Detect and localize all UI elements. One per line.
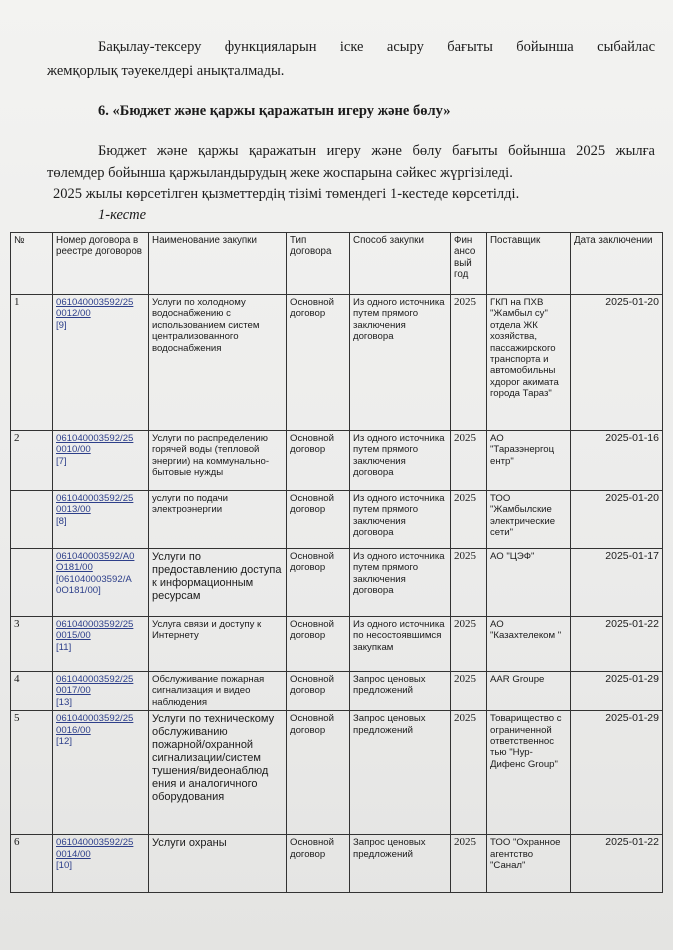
contract-date: 2025-01-16 <box>571 431 663 491</box>
table-row <box>11 617 663 672</box>
header-financial-year: Фин ансо вый год <box>451 233 487 295</box>
contract-ref: [13] <box>56 696 73 708</box>
table-row <box>11 835 663 893</box>
purchase-method: Из одного источника путем прямого заключения договора <box>350 431 451 491</box>
contract-link[interactable]: 061040003592/25 0012/00 <box>56 297 134 320</box>
contract-link[interactable]: 061040003592/25 0010/00 <box>56 433 134 456</box>
supplier: AAR Groupe <box>487 672 571 711</box>
table-row <box>11 491 663 549</box>
contract-link[interactable]: 061040003592/25 0014/00 <box>56 837 134 860</box>
financial-year: 2025 <box>451 835 487 893</box>
contract-type: Основной договор <box>287 672 350 711</box>
row-number <box>11 491 53 549</box>
table-header-row <box>11 233 663 295</box>
table-row <box>11 672 663 711</box>
contract-cell <box>53 617 149 672</box>
financial-year: 2025 <box>451 617 487 672</box>
row-number <box>11 549 53 617</box>
row-number: 1 <box>11 295 53 431</box>
contract-type: Основной договор <box>287 617 350 672</box>
contract-type: Основной договор <box>287 549 350 617</box>
contract-type: Основной договор <box>287 491 350 549</box>
purchase-name: Услуги охраны <box>149 835 287 893</box>
section-heading: 6. «Бюджет және қаржы қаражатын игеру және бөлу» <box>98 103 451 119</box>
paragraph-2-line-3: 2025 жылы көрсетілген қызметтердің тізімі төмендегі 1-кестеде көрсетілді. <box>53 186 520 202</box>
table-row <box>11 295 663 431</box>
purchase-name: Услуги по распределению горячей воды (тепловой энергии) на коммунально-бытовые нужды <box>149 431 287 491</box>
table-caption: 1-кесте <box>98 207 147 223</box>
contract-date: 2025-01-17 <box>571 549 663 617</box>
contract-date: 2025-01-29 <box>571 672 663 711</box>
contract-link[interactable]: 061040003592/А0 О181/00 <box>56 551 135 574</box>
row-number: 4 <box>11 672 53 711</box>
contract-ref: [9] <box>56 319 67 331</box>
contracts-table <box>10 232 663 893</box>
supplier: АО "Казахтелеком " <box>487 617 571 672</box>
contract-cell <box>53 491 149 549</box>
purchase-method: Из одного источника путем прямого заключения договора <box>350 295 451 431</box>
contract-ref: [11] <box>56 641 72 653</box>
contract-date: 2025-01-20 <box>571 295 663 431</box>
financial-year: 2025 <box>451 672 487 711</box>
contract-date: 2025-01-20 <box>571 491 663 549</box>
paragraph-1-line-1: Бақылау-тексеру функцияларын іске асыру бағыты бойынша сыбайлас <box>98 39 655 55</box>
contract-ref: [7] <box>56 455 67 467</box>
header-purchase-name: Наименование закупки <box>149 233 287 295</box>
row-number: 2 <box>11 431 53 491</box>
contract-cell <box>53 672 149 711</box>
purchase-method: Запрос ценовых предложений <box>350 711 451 835</box>
contract-link[interactable]: 061040003592/25 0017/00 <box>56 674 134 697</box>
contract-link[interactable]: 061040003592/25 0015/00 <box>56 619 134 642</box>
contract-type: Основной договор <box>287 711 350 835</box>
purchase-name: Услуги по холодному водоснабжению с использованием систем централизованного водоснабжения <box>149 295 287 431</box>
header-contract-type: Тип договора <box>287 233 350 295</box>
contract-ref: [10] <box>56 860 73 872</box>
row-number: 3 <box>11 617 53 672</box>
contract-date: 2025-01-22 <box>571 835 663 893</box>
supplier: АО "ЦЭФ" <box>487 549 571 617</box>
header-supplier: Поставщик <box>487 233 571 295</box>
financial-year: 2025 <box>451 711 487 835</box>
contract-type: Основной договор <box>287 835 350 893</box>
contract-cell <box>53 295 149 431</box>
contract-date: 2025-01-22 <box>571 617 663 672</box>
contract-cell <box>53 549 149 617</box>
supplier: ТОО "Жамбылские электрические сети" <box>487 491 571 549</box>
contract-ref: [12] <box>56 736 73 748</box>
contract-cell <box>53 835 149 893</box>
contract-link[interactable]: 061040003592/25 0013/00 <box>56 493 134 516</box>
purchase-method: Запрос ценовых предложений <box>350 672 451 711</box>
header-number: № <box>11 233 53 295</box>
supplier: Товарищество с ограниченной ответственнос тью "Нур-Дифенс Group" <box>487 711 571 835</box>
financial-year: 2025 <box>451 549 487 617</box>
purchase-name: Услуга связи и доступу к Интернету <box>149 617 287 672</box>
purchase-method: Из одного источника путем прямого заключения договора <box>350 549 451 617</box>
paragraph-1-line-2: жемқорлық тәуекелдері анықталмады. <box>47 63 285 79</box>
contract-date: 2025-01-29 <box>571 711 663 835</box>
contract-type: Основной договор <box>287 431 350 491</box>
purchase-method: Запрос ценовых предложений <box>350 835 451 893</box>
header-date: Дата заключении <box>571 233 663 295</box>
contract-cell <box>53 711 149 835</box>
contract-link[interactable]: 061040003592/25 0016/00 <box>56 713 134 736</box>
purchase-name: Обслуживание пожарная сигнализация и видео наблюдения <box>149 672 287 711</box>
purchase-name: Услуги по предоставлению доступа к информационным ресурсам <box>149 549 287 617</box>
table-row <box>11 711 663 835</box>
contract-cell <box>53 431 149 491</box>
supplier: ГКП на ПХВ "Жамбыл су" отдела ЖК хозяйства, пассажирского транспорта и автомобильны хдорог акимата города Тараз" <box>487 295 571 431</box>
financial-year: 2025 <box>451 491 487 549</box>
header-purchase-method: Способ закупки <box>350 233 451 295</box>
paragraph-2-line-1: Бюджет және қаржы қаражатын игеру және бөлу бағыты бойынша 2025 жылға <box>98 143 655 159</box>
contract-type: Основной договор <box>287 295 350 431</box>
paragraph-2-line-2: төлемдер бойынша қаржыландырудың жеке жоспарына сәйкес жүргізіледі. <box>47 165 513 181</box>
contract-ref: [8] <box>56 515 67 527</box>
table-row <box>11 431 663 491</box>
purchase-method: Из одного источника путем прямого заключения договора <box>350 491 451 549</box>
contract-ref: [061040003592/А 0О181/00] <box>56 573 132 597</box>
table-row <box>11 549 663 617</box>
row-number: 5 <box>11 711 53 835</box>
header-contract-number: Номер договора в реестре договоров <box>53 233 149 295</box>
financial-year: 2025 <box>451 295 487 431</box>
supplier: АО "Таразэнергоц ентр" <box>487 431 571 491</box>
purchase-method: Из одного источника по несостоявшимся закупкам <box>350 617 451 672</box>
purchase-name: Услуги по техническому обслуживанию пожарной/охранной сигнализации/систем тушения/видеонаблюд ения и аналогичного оборудования <box>149 711 287 835</box>
financial-year: 2025 <box>451 431 487 491</box>
row-number: 6 <box>11 835 53 893</box>
purchase-name: услуги по подачи электроэнергии <box>149 491 287 549</box>
supplier: ТОО "Охранное агентство "Санал" <box>487 835 571 893</box>
